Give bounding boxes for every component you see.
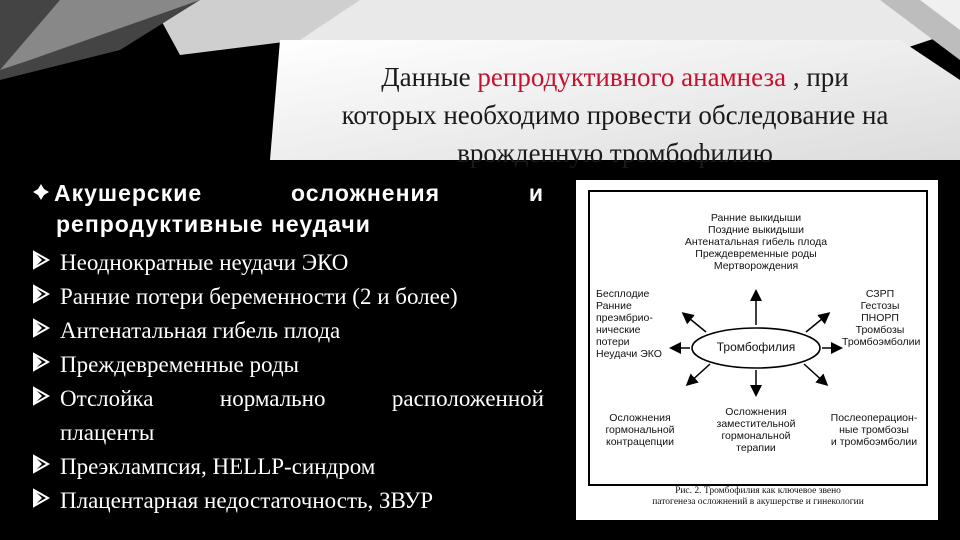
title-line3: врожденную тромбофилию: [457, 138, 773, 168]
arrow-bullet-icon: [32, 314, 56, 350]
diagram-bottom-center-text: Осложнения заместительной гормональной терапии: [716, 406, 796, 454]
arrow-up-left: [684, 314, 706, 332]
diagram-bottom-right-text: Послеоперацион- ные тромбозы и тромбоэмболии: [830, 412, 918, 448]
arrow-bullet-icon: [32, 348, 56, 384]
left-content: [32, 178, 544, 518]
title-part2: , при: [786, 62, 849, 92]
arrow-bullet-icon: [32, 382, 56, 418]
arrow-bullet-icon: [32, 246, 56, 282]
figure-caption: Рис. 2. Тромбофилия как ключевое звено патогенеза осложнений в акушерстве и гинекологии: [652, 486, 864, 507]
list-item: Неоднократные неудачи ЭКО: [32, 246, 544, 280]
list-item: Отслойка нормально расположенной плаценты: [32, 382, 544, 450]
heading-line1: Акушерские осложнения и: [54, 180, 544, 206]
arrow-down-right: [804, 364, 826, 384]
list-item: Плацентарная недостаточность, ЗВУР: [32, 484, 544, 518]
diagram-right-text: СЗРП Гестозы ПНОРП Тромбозы Тромбоэмболии: [842, 288, 921, 348]
complication-list: [32, 246, 544, 518]
arrow-bullet-icon: [32, 484, 56, 520]
arrow-bullet-icon: [32, 450, 56, 486]
list-item: Антенатальная гибель плода: [32, 314, 544, 348]
title-line2: которых необходимо провести обследование на: [341, 100, 889, 130]
diagram-bottom-left-text: Осложнения гормональной контрацепции: [605, 412, 675, 448]
title-part1: Данные: [381, 62, 478, 92]
title-highlight: репродуктивного анамнеза: [477, 62, 787, 92]
arrow-down-left: [688, 364, 710, 384]
section-heading: [32, 178, 544, 209]
diagram-left-text: Бесплодие Ранние преэмбрио- нические потери Неудачи ЭКО: [596, 288, 662, 360]
list-item: Ранние потери беременности (2 и более): [32, 280, 544, 314]
heading-line2: репродуктивные неудачи: [56, 211, 371, 237]
thrombophilia-diagram: [576, 180, 938, 520]
diagram-top-text: Ранние выкидыши Поздние выкидыши Антенатальная гибель плода Преждевременные роды Мертворождения: [684, 212, 828, 272]
list-item: Преждевременные роды: [32, 348, 544, 382]
slide-title: [270, 58, 960, 172]
arrow-up-right: [806, 314, 828, 332]
list-item: Преэклампсия, HELLP-синдром: [32, 450, 544, 484]
arrow-bullet-icon: [32, 280, 56, 316]
diagram-center-text: Тромбофилия: [716, 340, 796, 354]
diamond-bullet-icon: [32, 178, 54, 209]
